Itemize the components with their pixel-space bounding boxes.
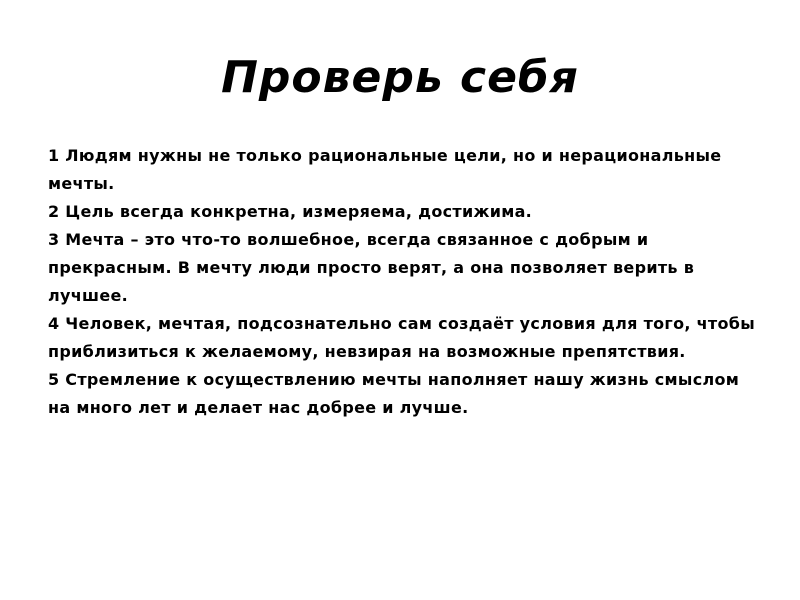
text-line: на много лет и делает нас добрее и лучше. bbox=[48, 398, 469, 417]
text-line: 2 Цель всегда конкретна, измеряема, достижима. bbox=[48, 202, 533, 221]
text-line: 1 Людям нужны не только рациональные цели, но и нерациональные bbox=[48, 146, 722, 165]
text-line: лучшее. bbox=[48, 286, 129, 305]
text-line: 5 Стремление к осуществлению мечты наполняет нашу жизнь смыслом bbox=[48, 370, 740, 389]
text-line: прекрасным. В мечту люди просто верят, а она позволяет верить в bbox=[48, 258, 695, 277]
text-line: мечты. bbox=[48, 174, 115, 193]
text-line: 3 Мечта – это что-то волшебное, всегда связанное с добрым и bbox=[48, 230, 649, 249]
text-line: приблизиться к желаемому, невзирая на возможные препятствия. bbox=[48, 342, 686, 361]
text-line: 4 Человек, мечтая, подсознательно сам создаёт условия для того, чтобы bbox=[48, 314, 756, 333]
slide-body bbox=[48, 145, 768, 425]
slide-title: Проверь себя bbox=[221, 52, 579, 103]
